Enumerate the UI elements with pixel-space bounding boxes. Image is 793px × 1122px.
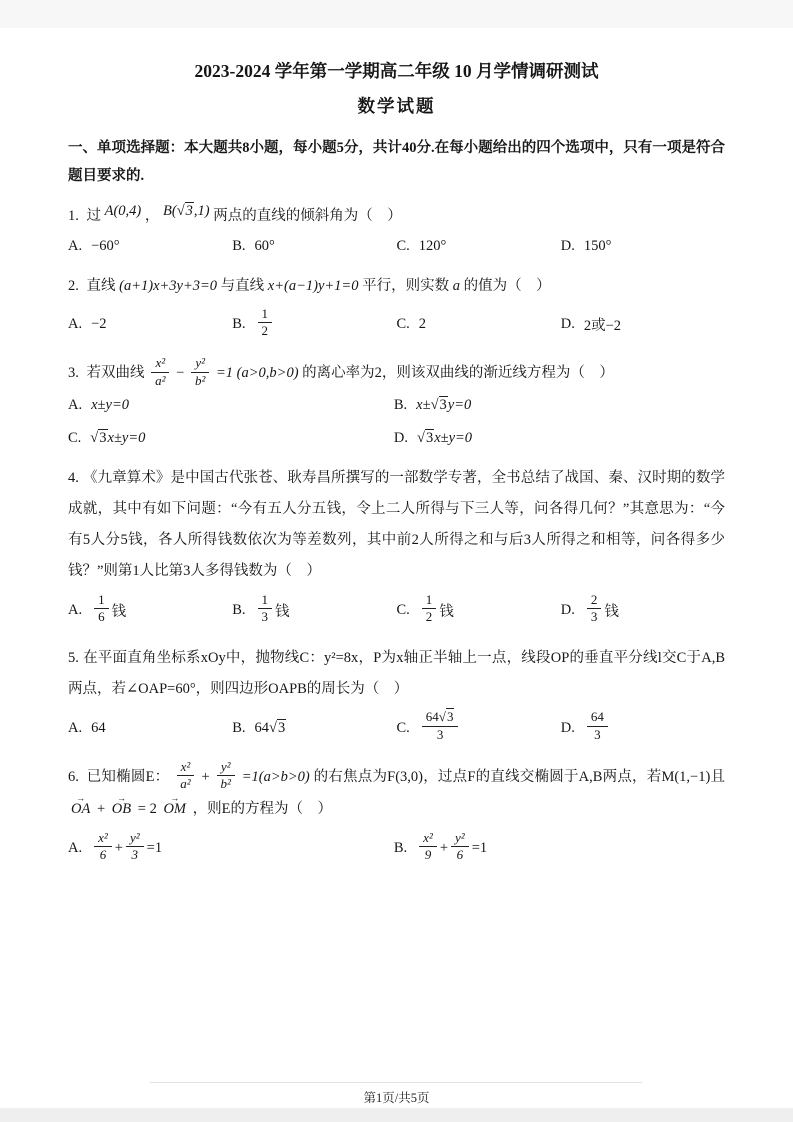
numerator: 1 [94, 592, 109, 609]
denominator: 6 [98, 608, 105, 624]
numerator: 1 [258, 592, 273, 609]
fraction [451, 830, 469, 864]
numerator: x² [419, 830, 437, 847]
option-label: B. [232, 316, 246, 333]
line-equation-2: x+(a−1)y+1=0 [267, 277, 359, 294]
stem-text: 与直线 [220, 277, 265, 294]
fraction [94, 592, 109, 626]
fraction [126, 830, 144, 864]
fraction [422, 709, 459, 743]
plus-sign: + [439, 839, 449, 856]
denominator: 6 [99, 846, 107, 862]
option-1-c [397, 238, 561, 255]
option-label: A. [68, 237, 83, 254]
option-label: C. [68, 429, 82, 446]
denominator: 3 [436, 726, 444, 742]
option-label: B. [232, 601, 246, 618]
question-1 [68, 201, 725, 255]
question-6-stem [68, 758, 726, 826]
question-2-options [68, 305, 725, 342]
sqrt-radical [431, 397, 448, 414]
exam-title: 2023-2024 学年第一学期高二年级 10 月学情调研测试 [194, 61, 599, 81]
option-label: C. [396, 719, 410, 736]
question-number: 2. [68, 277, 79, 294]
stem-text: 过 [86, 207, 101, 224]
option-label: D. [393, 429, 408, 446]
numerator: x² [151, 355, 169, 372]
option-value: x±y=0 [91, 396, 129, 413]
question-number: 3. [68, 365, 79, 382]
fraction [258, 306, 273, 340]
numerator: y² [451, 830, 469, 847]
fraction-x2-a2 [176, 759, 194, 793]
fraction [94, 830, 112, 864]
fraction [258, 592, 273, 626]
sqrt-radical [177, 202, 194, 219]
question-4 [68, 463, 725, 627]
variable-a: a [452, 277, 460, 294]
numerator: y² [126, 830, 144, 847]
stem-text: 已知椭圆E： [86, 768, 170, 785]
denominator: 2 [261, 323, 269, 339]
viewer-bottom-edge [0, 1108, 793, 1122]
option-label: A. [68, 601, 83, 618]
equals-one: =1 [146, 839, 163, 856]
math-fragment: y=0 [447, 396, 472, 413]
option-2-c [397, 316, 561, 333]
question-6 [68, 758, 726, 865]
unit-text: 钱 [604, 603, 619, 620]
option-4-a [68, 591, 232, 628]
unit-text: 钱 [275, 603, 290, 620]
option-6-a [68, 829, 394, 866]
option-label: B. [232, 719, 246, 736]
denominator: 2 [425, 608, 433, 624]
fraction-y2-b2 [191, 355, 209, 389]
option-6-b [393, 829, 720, 866]
denominator: b² [194, 372, 206, 388]
option-1-d [561, 238, 725, 255]
option-label: B. [393, 839, 408, 856]
line-equation-1: (a+1)x+3y+3=0 [119, 277, 218, 294]
denominator: 3 [131, 846, 139, 862]
question-number: 6. [68, 768, 79, 785]
radicand: 3 [439, 396, 447, 413]
plus-sign: + [96, 801, 106, 818]
option-label: A. [68, 839, 83, 856]
option-label: B. [393, 396, 408, 413]
option-5-a [68, 720, 232, 737]
fraction [422, 592, 437, 626]
numerator: 1 [422, 592, 437, 609]
option-label: A. [68, 316, 83, 333]
math-fragment: 64 [425, 709, 439, 725]
question-3 [68, 357, 725, 447]
numerator: x² [94, 830, 112, 847]
sqrt-radical [269, 720, 286, 737]
option-3-a [68, 397, 394, 414]
denominator: a² [155, 372, 166, 388]
vector-oa: OA → [71, 794, 90, 825]
question-5 [68, 643, 725, 745]
numerator: y² [191, 355, 209, 372]
denominator: 6 [456, 846, 464, 862]
denominator: 3 [590, 608, 598, 624]
fraction [419, 830, 437, 864]
option-label: A. [68, 719, 83, 736]
question-2 [68, 271, 725, 342]
option-1-a [68, 238, 232, 255]
vector-om: OM → [163, 794, 186, 825]
sqrt-radical [439, 708, 455, 724]
equals-one: =1 [471, 839, 488, 856]
page-footer: 第1页/共5页 [363, 1091, 430, 1105]
option-label: D. [560, 601, 575, 618]
numerator [422, 709, 459, 726]
stem-text: 《九章算术》是中国古代张苍、耿寿昌所撰写的一部数学专著，全书总结了战国、秦、汉时期的数学成就，其中有如下问题：“今有五人分五钱，令上二人所得与下三人等，问各得几何？”其意思为：“今有5人分5钱，各人所得钱数依次为等差数列，其中前2人所得之和与后3人所得之和相等，问各得多少钱？”则第1人比第3人多得钱数为（ ） [68, 469, 725, 580]
radicand: 3 [185, 202, 193, 219]
minus-sign: − [176, 365, 185, 382]
option-label: D. [560, 316, 575, 333]
question-4-options [68, 591, 725, 628]
scan-artifact-line [150, 1082, 642, 1083]
math-fragment: 64 [254, 719, 270, 736]
stem-text: 的离心率为2，则该双曲线的渐近线方程为（ ） [302, 365, 614, 382]
equals-sign: = [137, 801, 146, 818]
option-value: 64 [91, 719, 106, 736]
question-1-stem [68, 201, 725, 232]
stem-text: 两点的直线的倾斜角为（ ） [213, 207, 402, 224]
question-6-options [68, 829, 725, 866]
option-value: −2 [91, 316, 107, 333]
stem-text: 若双曲线 [86, 365, 145, 382]
math-fragment: x±y=0 [107, 429, 146, 446]
option-5-b [232, 720, 396, 737]
option-3-d [394, 430, 720, 447]
option-value: 2 [418, 316, 427, 333]
option-2-d [561, 314, 725, 335]
numerator: 1 [258, 306, 273, 323]
stem-text: 的值为（ ） [463, 277, 551, 294]
question-3-options-row-2 [68, 430, 725, 447]
option-label: C. [396, 601, 410, 618]
coefficient: 2 [149, 801, 157, 818]
option-value: 60° [254, 237, 275, 254]
exam-subtitle: 数学试题 [357, 96, 436, 116]
plus-sign: + [114, 839, 123, 856]
question-5-stem [68, 643, 725, 705]
denominator: b² [220, 776, 231, 792]
denominator: 9 [424, 846, 432, 862]
option-value: 2或−2 [583, 318, 622, 335]
fraction [587, 709, 608, 743]
question-1-options [68, 238, 725, 255]
numerator: 2 [587, 592, 602, 609]
option-4-d [560, 591, 725, 628]
option-5-d [561, 711, 725, 745]
condition: (a>0,b>0) [236, 365, 299, 382]
stem-text: 直线 [86, 277, 116, 294]
section-header: 一、单项选择题：本大题共8小题，每小题5分，共计40分.在每小题给出的四个选项中，只有一项是符合题目要求的. [68, 140, 725, 185]
radicand: 3 [99, 429, 107, 446]
option-label: D. [560, 237, 575, 254]
sqrt-radical [90, 430, 107, 447]
question-2-stem [68, 271, 725, 302]
math-fragment: x± [416, 396, 431, 413]
option-value: −60° [91, 237, 120, 254]
question-number: 4. [68, 469, 79, 486]
math-fragment: ,1) [193, 202, 210, 219]
radicand: 3 [446, 709, 454, 725]
question-3-stem [68, 357, 725, 391]
option-1-b [232, 238, 396, 255]
stem-text: 的右焦点为F(3,0)，过点F的直线交椭圆于A,B两点，若M(1,−1)且 [313, 768, 726, 785]
point-a-formula: A(0,4) [104, 202, 142, 219]
vector-ob: OB → [112, 794, 131, 825]
option-label: D. [560, 719, 575, 736]
condition: =1(a>b>0) [241, 768, 310, 785]
sqrt-radical [417, 430, 434, 447]
question-number: 5. [68, 650, 79, 667]
option-3-c [68, 430, 394, 447]
option-5-c [397, 711, 561, 745]
numerator: x² [177, 759, 195, 776]
option-3-b [394, 397, 720, 414]
fraction-x2-a2 [151, 355, 169, 389]
radicand: 3 [425, 429, 434, 446]
option-label: A. [68, 396, 83, 413]
denominator: 3 [261, 608, 269, 624]
option-2-a [68, 316, 232, 333]
fraction-y2-b2 [216, 759, 234, 793]
option-value: 120° [418, 237, 447, 254]
fraction [587, 592, 602, 626]
equals-one: =1 [216, 365, 234, 382]
math-fragment: B( [163, 202, 177, 219]
option-label: C. [396, 316, 410, 333]
question-4-stem [68, 463, 725, 588]
unit-text: 钱 [439, 603, 454, 620]
point-b-formula [163, 203, 210, 219]
option-label: B. [232, 237, 246, 254]
option-2-b [232, 305, 396, 342]
stem-text: 在平面直角坐标系xOy中，抛物线C：y²=8x，P为x轴正半轴上一点，线段OP的垂直平分线l交C于A,B两点，若∠OAP=60°，则四边形OAPB的周长为（ ） [68, 650, 725, 698]
denominator: 3 [594, 726, 601, 742]
option-4-c [396, 591, 561, 628]
question-5-options [68, 711, 725, 745]
separator: ， [144, 207, 160, 224]
option-value: 150° [583, 237, 612, 254]
numerator: y² [217, 759, 235, 776]
option-label: C. [396, 237, 410, 254]
plus-sign: + [201, 768, 210, 785]
question-number: 1. [68, 207, 79, 224]
stem-text: ，则E的方程为（ ） [192, 801, 332, 818]
denominator: a² [180, 776, 191, 792]
unit-text: 钱 [111, 603, 127, 620]
question-3-options-row-1 [68, 397, 725, 414]
radicand: 3 [278, 719, 286, 736]
stem-text: 平行，则实数 [362, 277, 450, 294]
math-fragment: x±y=0 [434, 429, 473, 446]
option-4-b [232, 591, 396, 628]
numerator: 64 [587, 709, 608, 726]
